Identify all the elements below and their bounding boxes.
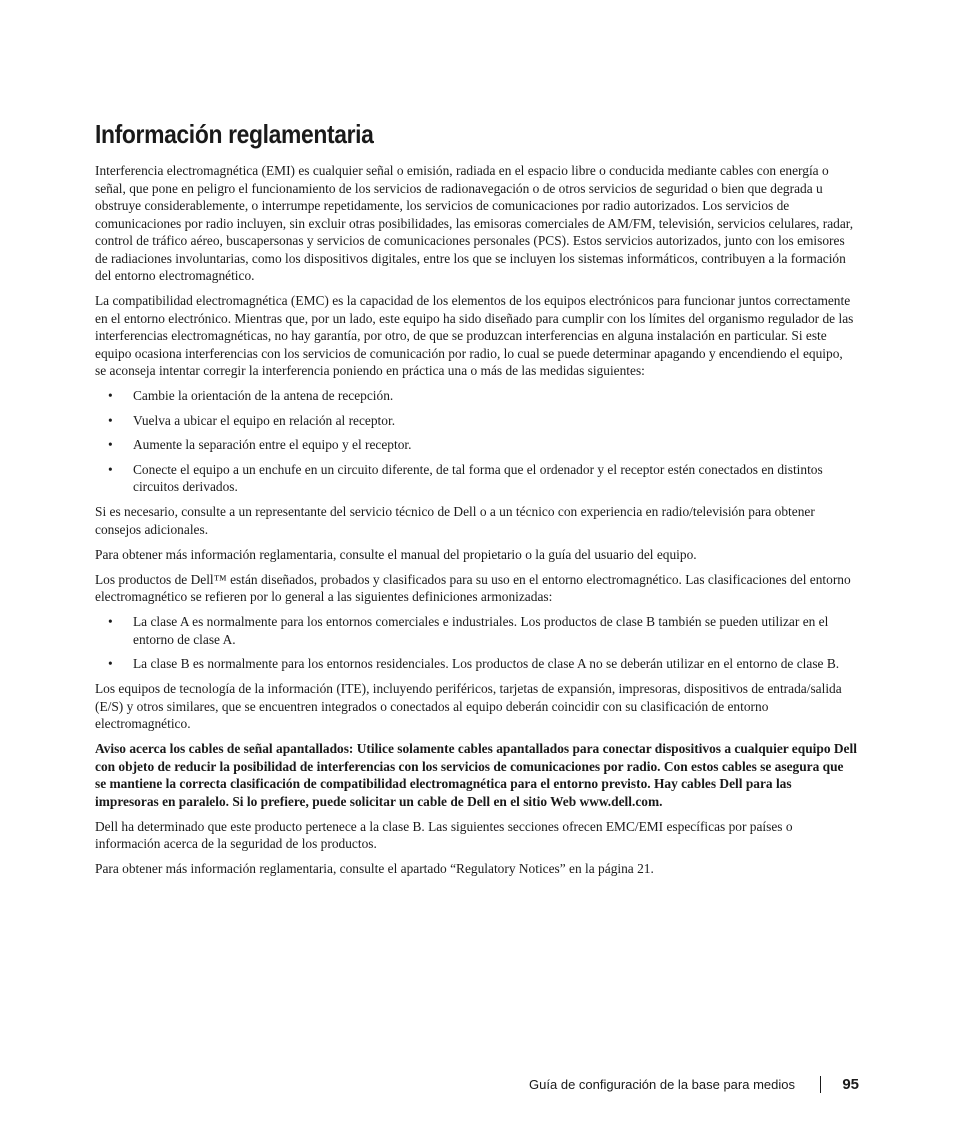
paragraph-regulatory-notices: Para obtener más información reglamentaria, consulte el apartado “Regulatory Notices” en la página 21. [95,861,654,876]
list-item: • Conecte el equipo a un enchufe en un circuito diferente, de tal forma que el ordenador y el receptor estén conectados en distintos circuitos derivados. [108,461,823,494]
paragraph-emc: La compatibilidad electromagnética (EMC) es la capacidad de los elementos de los equipos electrónicos para funcionar juntos correctamente en el entorno electrónico. Mientras que, por un lado, este equipo ha sido diseñado para cumplir con los límites del organismo regulador de las interferencias electromagnéticas, no hay garantía, por otro, de que se produzcan interferencias en alguna instalación en particular. Si este equipo ocasiona interferencias con los servicios de comunicación por radio, lo cual se puede determinar apagando y encendiendo el equipo, se aconseja intentar corregir la interferencia poniendo en práctica una o más de las medidas siguientes: [95,293,854,378]
page-title: Información reglamentaria [95,119,374,149]
paragraph-more-info: Para obtener más información reglamentaria, consulte el manual del propietario o la guía del usuario del equipo. [95,546,697,562]
bullet-icon: • [108,437,113,452]
bullet-icon: • [108,412,113,428]
list-item: • La clase A es normalmente para los entornos comerciales e industriales. Los productos de clase B también se pueden utilizar en el entorno de clase A. [108,614,829,647]
page-number: 95 [842,1076,859,1093]
bullet-icon: • [108,461,113,477]
list-item: • La clase B es normalmente para los entornos residenciales. Los productos de clase A no se deberán utilizar en el entorno de clase B. [108,656,840,671]
bullet-list-classes [95,613,857,673]
list-item: • Aumente la separación entre el equipo y el receptor. [108,437,412,452]
list-item: • Vuelva a ubicar el equipo en relación al receptor. [108,412,396,428]
list-item: • Cambie la orientación de la antena de recepción. [108,388,394,403]
footer-divider [820,1076,821,1093]
paragraph-class-b: Dell ha determinado que este producto pertenece a la clase B. Las siguientes secciones ofrecen EMC/EMI específicas por países o información acerca de la seguridad de los productos. [95,818,793,851]
paragraph-cable-notice: Aviso acerca los cables de señal apantallados: Utilice solamente cables apantallados para conectar dispositivos a cualquier equipo Dell con objeto de reducir la posibilidad de interferencias con los servicios de comunicaciones por radio. Con estos cables se asegura que se mantiene la correcta clasificación de compatibilidad electromagnética para el entorno previsto. Hay cables Dell para las impresoras en paralelo. Si lo prefiere, puede solicitar un cable de Dell en el sitio Web www.dell.com. [95,741,857,809]
bullet-icon: • [108,614,113,629]
footer-guide-title: Guía de configuración de la base para medios [529,1077,795,1092]
bullet-list-measures [95,387,857,496]
bullet-icon: • [108,388,113,403]
paragraph-dell-support: Si es necesario, consulte a un representante del servicio técnico de Dell o a un técnico con experiencia en radio/televisión para obtener consejos adicionales. [95,504,815,537]
page-content [95,118,857,885]
bullet-icon: • [108,656,113,671]
paragraph-emi: Interferencia electromagnética (EMI) es cualquier señal o emisión, radiada en el espacio libre o conducida mediante cables con energía o señal, que pone en peligro el funcionamiento de los servicios de radionavegación o de otros servicios de seguridad o bien que degrada u obstruye considerablemente, o interrumpe repetidamente, los servicios de comunicaciones por radio autorizados. Los servicios de comunicaciones por radio incluyen, sin excluir otras posibilidades, las emisoras comerciales de AM/FM, televisión, servicios celulares, radar, control de tráfico aéreo, buscapersonas y servicios de comunicaciones personales (PCS). Estos servicios autorizados, junto con los emisores de radiaciones involuntarias, como los dispositivos digitales, entre los que se incluyen los sistemas informáticos, contribuyen a la formación del entorno electromagnético. [95,163,854,283]
paragraph-dell-products: Los productos de Dell™ están diseñados, probados y clasificados para su uso en el entorno electromagnético. Las clasificaciones del entorno electromagnético se refieren por lo general a las siguientes definiciones armonizadas: [95,571,851,604]
paragraph-ite: Los equipos de tecnología de la información (ITE), incluyendo periféricos, tarjetas de expansión, impresoras, dispositivos de entrada/salida (E/S) y otros similares, que se encuentren integrados o conectados al equipo deberán coincidir con su clasificación de entorno electromagnético. [95,681,842,731]
